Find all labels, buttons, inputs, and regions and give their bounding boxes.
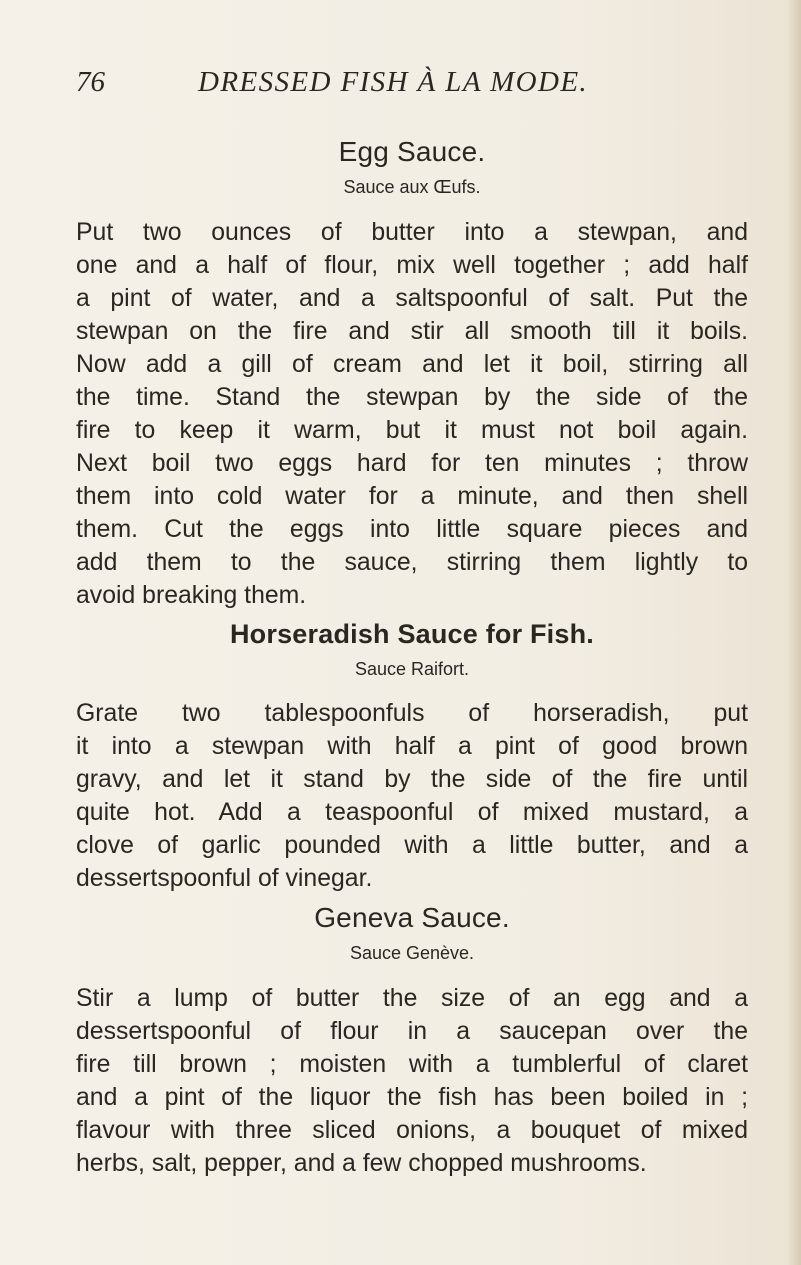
body-line: clove of garlic pounded with a little butter, and a <box>76 832 748 860</box>
recipe-egg-sauce <box>76 137 748 612</box>
body-line: Put two ounces of butter into a stewpan, and <box>76 218 748 246</box>
recipe-title: Geneva Sauce. <box>314 902 510 933</box>
recipe-geneva-sauce <box>76 903 748 1180</box>
running-head: DRESSED FISH À LA MODE. <box>198 66 589 98</box>
body-line: dessertspoonful of vinegar. <box>76 865 373 893</box>
body-line: the time. Stand the stewpan by the side of the <box>76 383 748 411</box>
recipe-body <box>76 982 748 1180</box>
recipe-horseradish-sauce <box>76 620 748 895</box>
body-line: dessertspoonful of flour in a saucepan over the <box>76 1017 748 1045</box>
recipe-french-title: Sauce aux Œufs. <box>343 176 481 197</box>
recipe-title: Egg Sauce. <box>338 136 486 167</box>
body-line: quite hot. Add a teaspoonful of mixed mustard, a <box>76 799 748 827</box>
recipe-body <box>76 216 748 612</box>
body-line: a pint of water, and a saltspoonful of salt. Put the <box>76 284 748 312</box>
body-line: stewpan on the fire and stir all smooth till it boils. <box>76 317 748 345</box>
body-line: add them to the sauce, stirring them lightly to <box>76 548 748 576</box>
body-line: flavour with three sliced onions, a bouquet of mixed <box>76 1116 748 1144</box>
body-line: them. Cut the eggs into little square pieces and <box>76 515 748 543</box>
recipe-french-title: Sauce Raifort. <box>354 658 470 679</box>
page-header <box>76 66 696 106</box>
body-line: herbs, salt, pepper, and a few chopped mushrooms. <box>76 1149 647 1177</box>
body-line: Next boil two eggs hard for ten minutes ; throw <box>76 449 748 477</box>
recipe-french-title: Sauce Genève. <box>349 942 475 963</box>
body-line: avoid breaking them. <box>76 581 307 609</box>
body-line: fire to keep it warm, but it must not boil again. <box>76 416 748 444</box>
body-line: it into a stewpan with half a pint of good brown <box>76 733 748 761</box>
body-line: fire till brown ; moisten with a tumblerful of claret <box>76 1050 748 1078</box>
body-line: Stir a lump of butter the size of an egg and a <box>76 984 748 1012</box>
page-number: 76 <box>76 66 105 98</box>
page-edge-shadow <box>787 0 801 1265</box>
body-line: Now add a gill of cream and let it boil, stirring all <box>76 350 748 378</box>
recipe-body <box>76 697 748 895</box>
body-line: gravy, and let it stand by the side of the fire until <box>76 766 748 794</box>
body-line: and a pint of the liquor the fish has been boiled in ; <box>76 1083 748 1111</box>
recipe-title: Horseradish Sauce for Fish. <box>229 619 594 649</box>
body-line: Grate two tablespoonfuls of horseradish, put <box>76 700 748 728</box>
body-line: them into cold water for a minute, and then shell <box>76 482 748 510</box>
body-line: one and a half of flour, mix well together ; add half <box>76 251 748 279</box>
